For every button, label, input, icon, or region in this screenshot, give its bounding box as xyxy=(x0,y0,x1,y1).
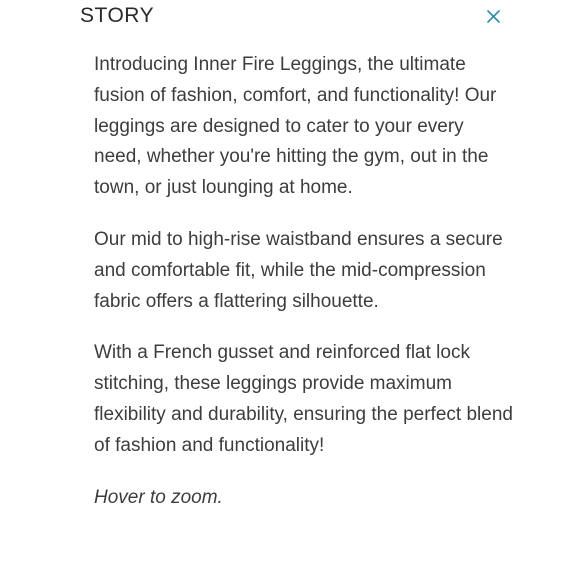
story-paragraph-gusset: With a French gusset and reinforced flat lock stitching, these leggings provide maximum flexibility and durability, ensuring the perfect blend of fashion and functionality! xyxy=(94,342,513,456)
zoom-hint: Hover to zoom. xyxy=(94,486,223,508)
close-x-icon xyxy=(487,10,500,23)
close-button[interactable] xyxy=(482,5,504,27)
panel-title: STORY xyxy=(80,4,155,27)
story-paragraph-waistband: Our mid to high-rise waistband ensures a secure and comfortable fit, while the mid-compression fabric offers a flattering silhouette. xyxy=(94,228,503,312)
story-paragraph-intro: Introducing Inner Fire Leggings, the ultimate fusion of fashion, comfort, and functionality! Our leggings are designed to cater to your every need, whether you're hitting the gym, out in the town, or just lounging at home. xyxy=(94,54,497,199)
story-text xyxy=(94,50,514,513)
